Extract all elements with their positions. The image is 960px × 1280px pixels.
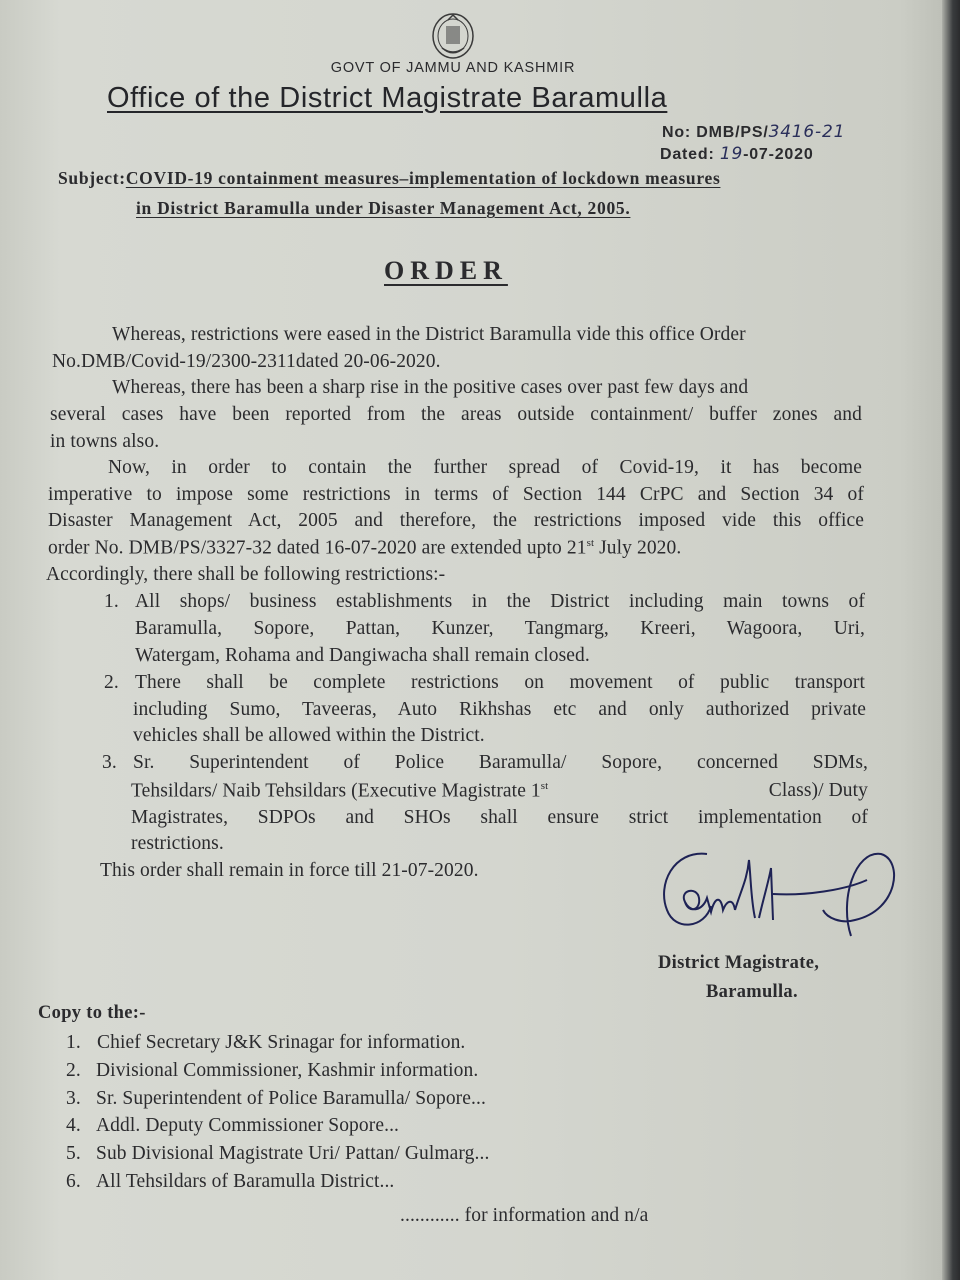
para3-line5: Accordingly, there shall be following restrictions:- bbox=[46, 564, 446, 585]
signatory-title: District Magistrate, bbox=[658, 953, 820, 973]
copy-item-1: Chief Secretary J&K Srinagar for information. bbox=[97, 1032, 466, 1053]
copy-item-3: Sr. Superintendent of Police Baramulla/ Sopore... bbox=[96, 1088, 486, 1109]
para1-line1: Whereas, restrictions were eased in the District Baramulla vide this office Order bbox=[112, 324, 746, 345]
para3-line2: imperative to impose some restrictions in terms of Section 144 CrPC and Section 34 of bbox=[48, 484, 864, 505]
order-date-handwritten: 19 bbox=[719, 144, 744, 164]
handwritten-signature bbox=[655, 840, 905, 950]
restriction-2-number: 2. bbox=[104, 672, 119, 693]
para3-line3: Disaster Management Act, 2005 and therefore, the restrictions imposed vide this office bbox=[48, 510, 864, 531]
restriction-3-line2-end: Class)/ Duty bbox=[768, 780, 868, 801]
restriction-3-number: 3. bbox=[102, 752, 117, 773]
restriction-2-line3: vehicles shall be allowed within the District. bbox=[133, 725, 485, 746]
order-date-label: Dated: bbox=[660, 146, 715, 163]
copy-item-2-number: 2. bbox=[66, 1060, 81, 1081]
copy-item-4: Addl. Deputy Commissioner Sopore... bbox=[96, 1115, 400, 1136]
restriction-2-line2: including Sumo, Taveeras, Auto Rikhshas etc and only authorized private bbox=[133, 699, 866, 720]
state-emblem-icon bbox=[430, 12, 476, 60]
order-heading: ORDER bbox=[384, 256, 508, 285]
para3-line4-main: order No. DMB/PS/3327-32 dated 16-07-2020 are extended upto 21 bbox=[48, 537, 587, 559]
para3-line4-end: July 2020. bbox=[594, 537, 682, 559]
para3-line4 bbox=[48, 537, 864, 560]
copy-item-5-number: 5. bbox=[66, 1143, 81, 1164]
copy-item-1-number: 1. bbox=[66, 1032, 81, 1053]
page-edge-shadow bbox=[942, 0, 960, 1280]
para3-line4-sup: st bbox=[586, 537, 595, 549]
restriction-3-line4: restrictions. bbox=[131, 833, 224, 854]
para3-line1: Now, in order to contain the further spread of Covid-19, it has become bbox=[108, 457, 862, 478]
signatory-place: Baramulla. bbox=[706, 982, 798, 1002]
order-number-label: No: DMB/PS/ bbox=[662, 124, 769, 141]
subject-line-1 bbox=[58, 168, 720, 189]
subject-text-1: COVID-19 containment measures–implementation of lockdown measures bbox=[125, 168, 721, 188]
restriction-3-line2-main: Tehsildars/ Naib Tehsildars (Executive Magistrate 1 bbox=[131, 780, 541, 802]
closing-statement: This order shall remain in force till 21-07-2020. bbox=[100, 860, 479, 881]
copy-item-2: Divisional Commissioner, Kashmir information. bbox=[96, 1060, 479, 1081]
para2-line2: several cases have been reported from the areas outside containment/ buffer zones and bbox=[50, 404, 862, 425]
subject-line-2: in District Baramulla under Disaster Management Act, 2005. bbox=[136, 198, 631, 218]
order-date-rest: -07-2020 bbox=[743, 146, 814, 163]
restriction-1-line1: All shops/ business establishments in the District including main towns of bbox=[135, 591, 865, 612]
copy-item-3-number: 3. bbox=[66, 1088, 81, 1109]
restriction-3-line3: Magistrates, SDPOs and SHOs shall ensure strict implementation of bbox=[131, 807, 868, 828]
copy-footer: ............ for information and n/a bbox=[400, 1205, 649, 1226]
copy-item-6: All Tehsildars of Baramulla District... bbox=[96, 1171, 395, 1192]
restriction-1-line2: Baramulla, Sopore, Pattan, Kunzer, Tangmarg, Kreeri, Wagoora, Uri, bbox=[135, 618, 865, 639]
para2-line3: in towns also. bbox=[50, 431, 160, 452]
order-number-handwritten: 3416-21 bbox=[768, 122, 846, 142]
restriction-3-line1: Sr. Superintendent of Police Baramulla/ Sopore, concerned SDMs, bbox=[133, 752, 868, 773]
govt-heading: GOVT OF JAMMU AND KASHMIR bbox=[330, 60, 576, 76]
restriction-1-number: 1. bbox=[104, 591, 119, 612]
restriction-3-line2-sup: st bbox=[540, 780, 549, 792]
office-title: Office of the District Magistrate Baramulla bbox=[107, 82, 668, 114]
order-number bbox=[662, 122, 845, 142]
para3-line4-text bbox=[48, 537, 681, 560]
copy-item-4-number: 4. bbox=[66, 1115, 81, 1136]
order-date bbox=[660, 144, 814, 164]
restriction-3-line2-a bbox=[131, 780, 548, 803]
restriction-3-line2 bbox=[131, 780, 868, 803]
restriction-2-line1: There shall be complete restrictions on movement of public transport bbox=[135, 672, 865, 693]
subject-label: Subject: bbox=[58, 168, 126, 188]
copy-item-6-number: 6. bbox=[66, 1171, 81, 1192]
para1-line2: No.DMB/Covid-19/2300-2311dated 20-06-2020. bbox=[52, 351, 441, 372]
restriction-1-line3: Watergam, Rohama and Dangiwacha shall remain closed. bbox=[135, 645, 590, 666]
copy-item-5: Sub Divisional Magistrate Uri/ Pattan/ Gulmarg... bbox=[96, 1143, 490, 1164]
copy-heading: Copy to the:- bbox=[38, 1003, 146, 1023]
para2-line1: Whereas, there has been a sharp rise in the positive cases over past few days and bbox=[112, 377, 749, 398]
